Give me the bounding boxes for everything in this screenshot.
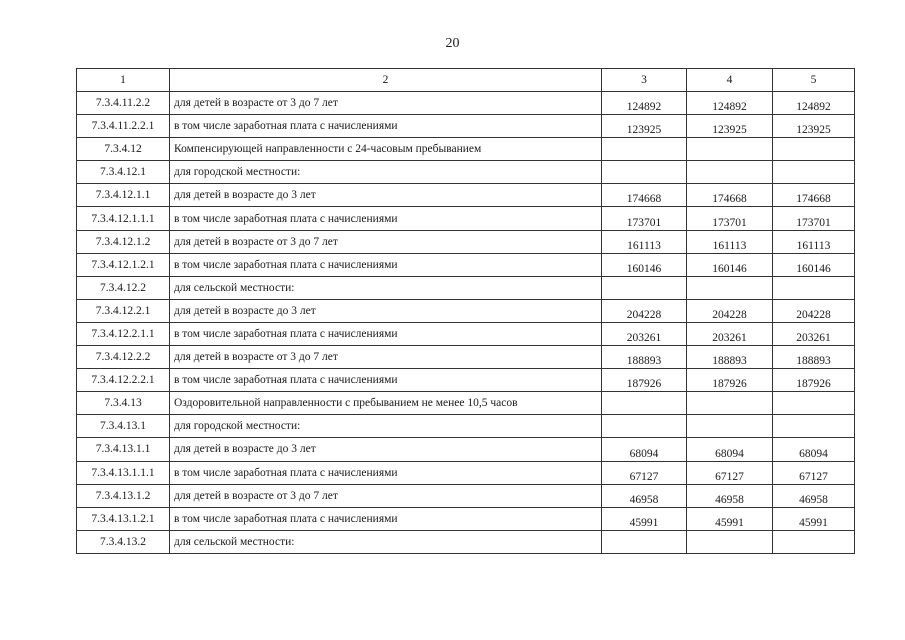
value-col-5 (773, 161, 855, 184)
value-col-4: 204228 (687, 299, 773, 322)
row-description: для детей в возрасте до 3 лет (170, 438, 602, 461)
value-col-4: 160146 (687, 253, 773, 276)
row-code: 7.3.4.11.2.2.1 (77, 115, 170, 138)
value-col-5: 204228 (773, 299, 855, 322)
value-col-3: 160146 (602, 253, 687, 276)
row-description: Оздоровительной направленности с пребыванием не менее 10,5 часов (170, 392, 602, 415)
value-col-5 (773, 138, 855, 161)
row-description: в том числе заработная плата с начислениями (170, 207, 602, 230)
row-code: 7.3.4.12.1.1 (77, 184, 170, 207)
value-col-3 (602, 392, 687, 415)
value-col-5: 46958 (773, 484, 855, 507)
value-col-3: 123925 (602, 115, 687, 138)
value-col-3 (602, 161, 687, 184)
value-col-3 (602, 415, 687, 438)
value-col-4: 188893 (687, 346, 773, 369)
value-col-3: 67127 (602, 461, 687, 484)
value-col-5: 160146 (773, 253, 855, 276)
table-row (77, 115, 855, 138)
row-code: 7.3.4.12.1.2.1 (77, 253, 170, 276)
value-col-3: 68094 (602, 438, 687, 461)
table-row (77, 184, 855, 207)
table-row (77, 322, 855, 345)
value-col-4 (687, 415, 773, 438)
value-col-5: 174668 (773, 184, 855, 207)
column-header: 4 (687, 69, 773, 92)
row-code: 7.3.4.12.2.1.1 (77, 322, 170, 345)
value-col-4: 203261 (687, 322, 773, 345)
value-col-5 (773, 415, 855, 438)
value-col-4: 67127 (687, 461, 773, 484)
row-code: 7.3.4.12.1 (77, 161, 170, 184)
value-col-4: 123925 (687, 115, 773, 138)
row-description: для городской местности: (170, 415, 602, 438)
row-code: 7.3.4.12.1.1.1 (77, 207, 170, 230)
row-description: для сельской местности: (170, 530, 602, 553)
row-description: в том числе заработная плата с начислениями (170, 507, 602, 530)
value-col-5: 173701 (773, 207, 855, 230)
row-description: для детей в возрасте до 3 лет (170, 299, 602, 322)
row-code: 7.3.4.12.2.1 (77, 299, 170, 322)
row-description: в том числе заработная плата с начислениями (170, 369, 602, 392)
row-code: 7.3.4.13.1 (77, 415, 170, 438)
value-col-5 (773, 530, 855, 553)
value-col-4: 161113 (687, 230, 773, 253)
table-row (77, 230, 855, 253)
table-row (77, 415, 855, 438)
page-number: 20 (445, 36, 460, 51)
table-row (77, 507, 855, 530)
value-col-4 (687, 276, 773, 299)
table-row (77, 253, 855, 276)
row-code: 7.3.4.13.2 (77, 530, 170, 553)
row-code: 7.3.4.12.2.2 (77, 346, 170, 369)
column-header: 5 (773, 69, 855, 92)
row-description: для детей в возрасте от 3 до 7 лет (170, 230, 602, 253)
value-col-5: 68094 (773, 438, 855, 461)
value-col-5: 203261 (773, 322, 855, 345)
row-code: 7.3.4.13.1.2.1 (77, 507, 170, 530)
table-row (77, 299, 855, 322)
row-code: 7.3.4.12 (77, 138, 170, 161)
value-col-4: 124892 (687, 92, 773, 115)
table-row (77, 346, 855, 369)
value-col-3 (602, 138, 687, 161)
value-col-3 (602, 530, 687, 553)
table-row (77, 438, 855, 461)
table-header-row (77, 69, 855, 92)
table-row (77, 207, 855, 230)
value-col-4: 173701 (687, 207, 773, 230)
value-col-4: 68094 (687, 438, 773, 461)
row-code: 7.3.4.13.1.1.1 (77, 461, 170, 484)
row-code: 7.3.4.13.1.2 (77, 484, 170, 507)
value-col-4: 187926 (687, 369, 773, 392)
value-col-5: 161113 (773, 230, 855, 253)
row-code: 7.3.4.12.2.2.1 (77, 369, 170, 392)
row-code: 7.3.4.12.2 (77, 276, 170, 299)
row-description: для детей в возрасте от 3 до 7 лет (170, 484, 602, 507)
row-description: для детей в возрасте от 3 до 7 лет (170, 92, 602, 115)
value-col-5: 124892 (773, 92, 855, 115)
row-description: в том числе заработная плата с начислениями (170, 461, 602, 484)
row-description: в том числе заработная плата с начислениями (170, 115, 602, 138)
value-col-4 (687, 530, 773, 553)
row-description: Компенсирующей направленности с 24-часовым пребыванием (170, 138, 602, 161)
value-col-5: 188893 (773, 346, 855, 369)
value-col-4 (687, 161, 773, 184)
table-row (77, 461, 855, 484)
row-description: для сельской местности: (170, 276, 602, 299)
value-col-3: 204228 (602, 299, 687, 322)
table-row (77, 392, 855, 415)
table-row (77, 276, 855, 299)
value-col-3: 187926 (602, 369, 687, 392)
column-header: 3 (602, 69, 687, 92)
table-row (77, 369, 855, 392)
value-col-3 (602, 276, 687, 299)
row-description: для детей в возрасте от 3 до 7 лет (170, 346, 602, 369)
value-col-5: 67127 (773, 461, 855, 484)
table-row (77, 138, 855, 161)
table-row (77, 484, 855, 507)
column-header: 1 (77, 69, 170, 92)
tariff-table (76, 68, 855, 554)
table-row (77, 161, 855, 184)
value-col-5: 187926 (773, 369, 855, 392)
value-col-3: 46958 (602, 484, 687, 507)
value-col-5: 123925 (773, 115, 855, 138)
row-description: в том числе заработная плата с начислениями (170, 322, 602, 345)
table-row (77, 530, 855, 553)
value-col-3: 124892 (602, 92, 687, 115)
value-col-5 (773, 276, 855, 299)
row-code: 7.3.4.12.1.2 (77, 230, 170, 253)
row-description: для городской местности: (170, 161, 602, 184)
value-col-3: 173701 (602, 207, 687, 230)
value-col-3: 161113 (602, 230, 687, 253)
value-col-3: 174668 (602, 184, 687, 207)
value-col-4: 46958 (687, 484, 773, 507)
row-code: 7.3.4.13.1.1 (77, 438, 170, 461)
value-col-5: 45991 (773, 507, 855, 530)
value-col-4: 45991 (687, 507, 773, 530)
table-row (77, 92, 855, 115)
column-header: 2 (170, 69, 602, 92)
row-code: 7.3.4.13 (77, 392, 170, 415)
value-col-4: 174668 (687, 184, 773, 207)
row-code: 7.3.4.11.2.2 (77, 92, 170, 115)
value-col-3: 45991 (602, 507, 687, 530)
value-col-3: 203261 (602, 322, 687, 345)
row-description: для детей в возрасте до 3 лет (170, 184, 602, 207)
value-col-5 (773, 392, 855, 415)
value-col-3: 188893 (602, 346, 687, 369)
row-description: в том числе заработная плата с начислениями (170, 253, 602, 276)
value-col-4 (687, 392, 773, 415)
value-col-4 (687, 138, 773, 161)
